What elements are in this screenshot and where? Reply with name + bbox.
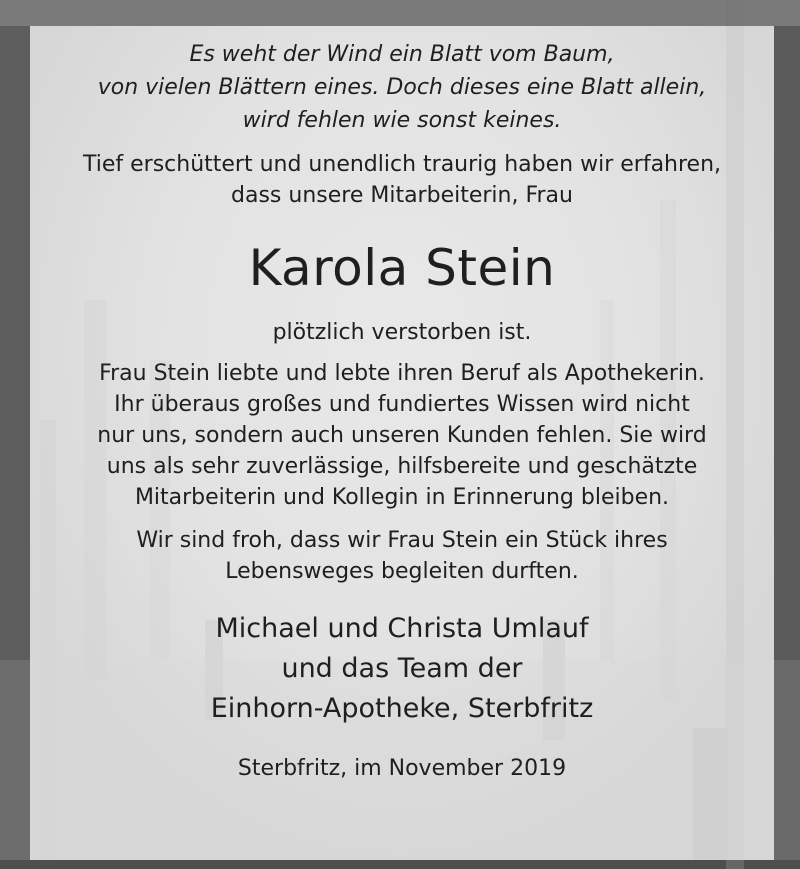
gratitude-line: Lebensweges begleiten durften.: [225, 559, 579, 584]
tribute-line: uns als sehr zuverlässige, hilfsbereite und geschätzte: [106, 454, 698, 479]
intro-line: dass unsere Mitarbeiterin, Frau: [231, 183, 573, 208]
tribute-line: Mitarbeiterin und Kollegin in Erinnerung bleiben.: [134, 485, 670, 510]
passed-line: plötzlich verstorben ist.: [272, 320, 532, 345]
intro-line: Tief erschüttert und unendlich traurig haben wir erfahren,: [82, 152, 722, 177]
poem-line: von vielen Blättern eines. Doch dieses eine Blatt allein,: [97, 75, 707, 100]
notice-text: [30, 26, 774, 784]
signatory-line: Einhorn-Apotheke, Sterbfritz: [210, 693, 594, 724]
deceased-name: Karola Stein: [248, 239, 556, 297]
signatory-line: und das Team der: [281, 653, 523, 684]
signatories: [30, 609, 774, 729]
tribute-line: Ihr überaus großes und fundiertes Wissen wird nicht: [114, 392, 690, 417]
signatory-line: Michael und Christa Umlauf: [215, 613, 589, 644]
poem-line: wird fehlen wie sonst keines.: [242, 108, 562, 133]
memorial-poem: [30, 38, 774, 137]
intro-paragraph: [30, 149, 774, 211]
poem-line: Es weht der Wind ein Blatt vom Baum,: [189, 42, 615, 67]
place-date: Sterbfritz, im November 2019: [237, 756, 567, 781]
tribute-line: Frau Stein liebte und lebte ihren Beruf als Apothekerin.: [99, 361, 705, 386]
tribute-paragraph: [30, 358, 774, 513]
gratitude-line: Wir sind froh, dass wir Frau Stein ein Stück ihres: [136, 528, 668, 553]
gratitude-paragraph: [30, 525, 774, 587]
tribute-line: nur uns, sondern auch unseren Kunden fehlen. Sie wird: [97, 423, 707, 448]
